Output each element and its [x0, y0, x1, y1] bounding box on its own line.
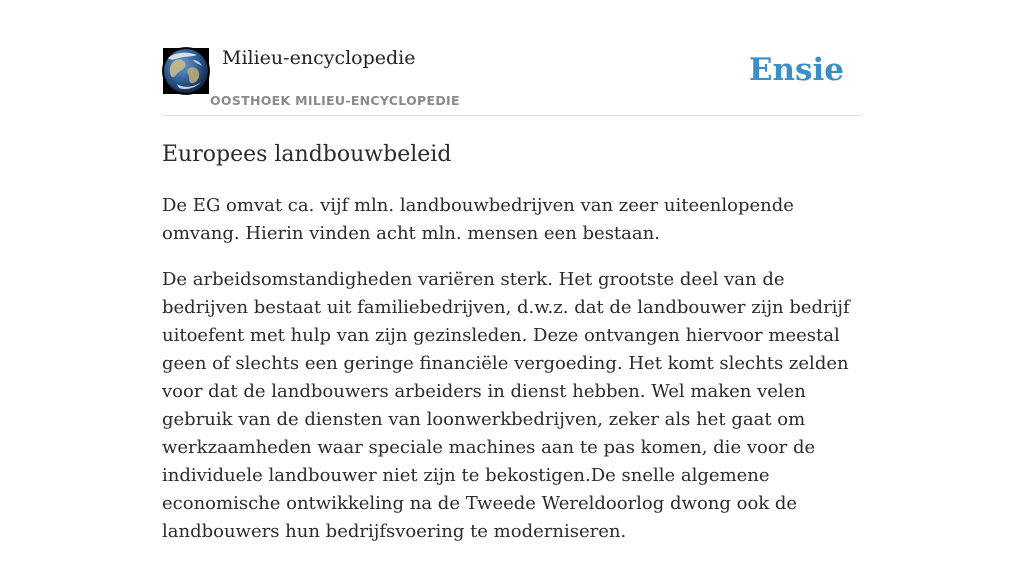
site-name[interactable]: Milieu-encyclopedie — [222, 47, 416, 69]
earth-globe-icon[interactable] — [162, 47, 210, 95]
article-paragraph-2: De arbeidsomstandigheden variëren sterk. Het grootste deel van de bedrijven bestaat uit familiebedrijven, d.w.z. dat de landbouwer zijn bedrijf uitoefent met hulp van zijn gezinsleden. Deze ontvangen hiervoor meestal geen of slechts een geringe financiële vergoeding. Het komt slechts zelden voor dat de landbouwers arbeiders in dienst hebben. Wel maken velen gebruik van de diensten van loonwerkbedrijven, zeker als het gaat om werkzaamheden waar speciale machines aan te pas komen, die voor de individuele landbouwer niet zijn te bekostigen.De snelle algemene economische ontwikkeling na de Tweede Wereldoorlog dwong ook de landbouwers hun bedrijfsvoering te moderniseren. — [162, 269, 850, 542]
article — [162, 138, 862, 564]
article-title: Europees landbouwbeleid — [162, 142, 452, 167]
brand-logo[interactable]: Ensie — [748, 52, 844, 88]
site-subtitle[interactable]: OOSTHOEK MILIEU-ENCYCLOPEDIE — [210, 93, 460, 108]
site-header — [162, 0, 862, 116]
article-paragraph-1: De EG omvat ca. vijf mln. landbouwbedrijven van zeer uiteenlopende omvang. Hierin vinden acht mln. mensen een bestaan. — [162, 195, 794, 244]
